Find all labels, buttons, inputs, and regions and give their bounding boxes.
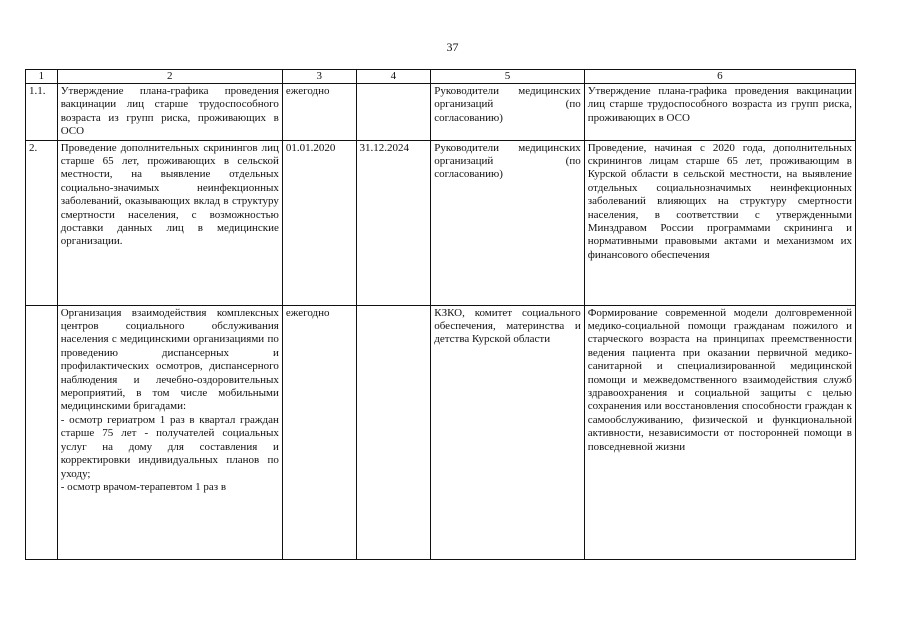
event-cell: [57, 305, 282, 559]
header-cell-4: 4: [356, 70, 431, 84]
table-row: [26, 305, 856, 559]
page-number: 37: [446, 40, 459, 54]
row-number: [26, 305, 58, 559]
header-cell-6: 6: [584, 70, 855, 84]
table-row: [26, 84, 856, 141]
header-cell-5: 5: [431, 70, 585, 84]
end-date-cell: 31.12.2024: [356, 140, 431, 305]
start-date-cell: ежегодно: [282, 84, 356, 141]
result-cell: Проведение, начиная с 2020 года, дополнительных скринингов лицам старше 65 лет, проживающим в Курской области в сельской местности, на выявление отдельных социальнозначимых неинфекционных заболеваний влияющих на структуру смертности населения, в соответствии с утвержденными Минздравом России программами скрининга и нормативными правовыми актами и механизмом их финансового обеспечения: [584, 140, 855, 305]
executor-cell: Руководители медицинских организаций (по согласованию): [431, 140, 585, 305]
header-cell-1: 1: [26, 70, 58, 84]
row-number: 1.1.: [26, 84, 58, 141]
table-row: [26, 140, 856, 305]
executor-cell: КЗКО, комитет социального обеспечения, материнства и детства Курской области: [431, 305, 585, 559]
result-cell: Утверждение плана-графика проведения вакцинации лиц старше трудоспособного возраста из групп риска, проживающих в ОСО: [584, 84, 855, 141]
executor-cell: Руководители медицинских организаций (по согласованию): [431, 84, 585, 141]
plan-table: [25, 69, 856, 560]
event-list-item: - осмотр врачом-терапевтом 1 раз в: [60, 480, 227, 493]
start-date-cell: ежегодно: [282, 305, 356, 559]
header-row: [26, 70, 856, 84]
event-cell: Утверждение плана-графика проведения вакцинации лиц старше трудоспособного возраста из групп риска, проживающих в ОСО: [57, 84, 282, 141]
end-date-cell: [356, 305, 431, 559]
result-cell: Формирование современной модели долговременной медико-социальной помощи гражданам пожилого и старческого возраста на принципах преемственности ведения пациента при оказании первичной медико-санитарной и специализированной медицинской помощи и межведомственного взаимодействия служб здравоохранения и социальной защиты с целью сохранения или восстановления способности граждан к самообслуживанию, физической и функциональной активности, независимости от посторонней помощи в повседневной жизни: [584, 305, 855, 559]
end-date-cell: [356, 84, 431, 141]
row-number: 2.: [26, 140, 58, 305]
header-cell-2: 2: [57, 70, 282, 84]
event-paragraph: Организация взаимодействия комплексных центров социального обслуживания населения с медицинскими организациями по проведению диспансерных и профилактических осмотров, диспансерного наблюдения и лечебно-оздоровительных мероприятий, в том числе мобильными медицинскими бригадами:: [60, 306, 279, 413]
event-cell: Проведение дополнительных скринингов лиц старше 65 лет, проживающих в сельской местности, на выявление отдельных социально-значимых неинфекционных заболеваний, оказывающих вклад в структуру смертности населения, с возможностью доставки данных лиц в медицинские организации.: [57, 140, 282, 305]
event-list-item: - осмотр гериатром 1 раз в квартал граждан старше 75 лет - получателей социальных услуг на дому для составления и корректировки индивидуальных планов по уходу;: [60, 413, 279, 480]
start-date-cell: 01.01.2020: [282, 140, 356, 305]
header-cell-3: 3: [282, 70, 356, 84]
